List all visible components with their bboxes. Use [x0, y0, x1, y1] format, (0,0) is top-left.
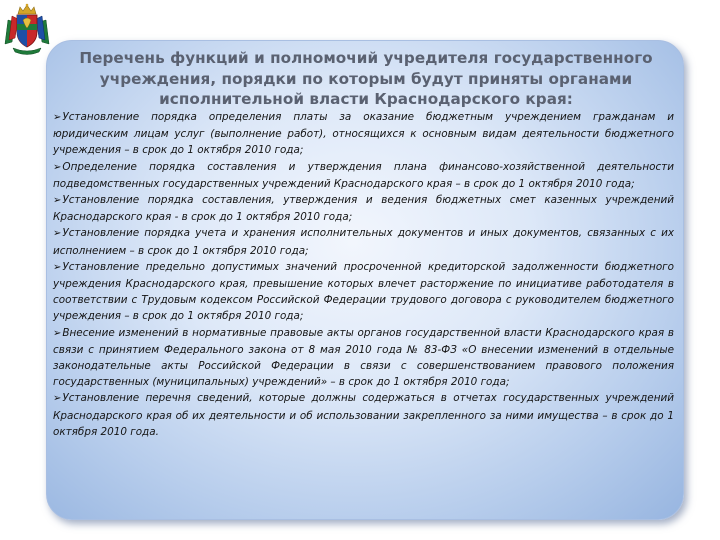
list-item	[53, 390, 674, 440]
list-item-text: Установление порядка учета и хранения исполнительных документов и иных документов, связанных с их исполнением – в срок до 1 октября 2010 года;	[53, 227, 674, 257]
list-item-text: Установление предельно допустимых значений просроченной кредиторской задолженности бюджетного учреждения Краснодарского края, превышение которых влечет расторжение по инициативе работодателя в соответствии с Трудовым кодексом Российской Федерации трудового договора с руководителем бюджетного учреждения – в срок до 1 октября 2010 года;	[53, 260, 674, 323]
list-item	[53, 225, 674, 258]
list-item-text: Установление порядка определения платы за оказание бюджетным учреждением гражданам и юридическим лицам услуг (выполнение работ), относящихся к основным видам деятельности бюджетного учреждения – в срок до 1 октября 2010 года;	[53, 111, 674, 157]
list-item-text: Определение порядка составления и утверждения плана финансово-хозяйственной деятельности подведомственных государственных учреждений Краснодарского края – в срок до 1 октября 2010 года;	[53, 160, 674, 190]
slide-title: Перечень функций и полномочий учредителя государственного учреждения, порядки по которым будут приняты органами исполнительной власти Краснодарского края:	[79, 49, 653, 108]
arrow-bullet-icon: ➢	[53, 228, 62, 240]
list-item	[53, 159, 674, 192]
functions-list	[53, 109, 674, 440]
list-item	[53, 109, 674, 159]
arrow-bullet-icon: ➢	[53, 195, 62, 207]
arrow-bullet-icon: ➢	[53, 112, 62, 123]
list-item	[53, 192, 674, 225]
arrow-bullet-icon: ➢	[53, 393, 62, 405]
list-item	[53, 325, 674, 391]
list-item-text: Внесение изменений в нормативные правовые акты органов государственной власти Краснодарского края в связи с принятием Федерального закона от 8 мая 2010 года № 83-ФЗ «О внесении изменений в отдельные законодательные акты Российской Федерации в связи с совершенствованием правового положения государственных (муниципальных) учреждений» – в срок до 1 октября 2010 года;	[53, 326, 674, 389]
arrow-bullet-icon: ➢	[53, 327, 62, 339]
list-item-text: Установление перечня сведений, которые должны содержаться в отчетах государственных учреждений Краснодарского края об их деятельности и об использовании закрепленного за ними имущества – в срок до 1 октября 2010 года.	[53, 392, 674, 438]
list-item	[53, 259, 674, 325]
arrow-bullet-icon: ➢	[53, 161, 62, 173]
krasnodar-krai-coat-of-arms-icon	[3, 2, 51, 56]
list-item-text: Установление порядка составления, утверждения и ведения бюджетных смет казенных учреждений Краснодарского края - в срок до 1 октября 2010 года;	[53, 194, 674, 224]
arrow-bullet-icon: ➢	[53, 261, 62, 273]
